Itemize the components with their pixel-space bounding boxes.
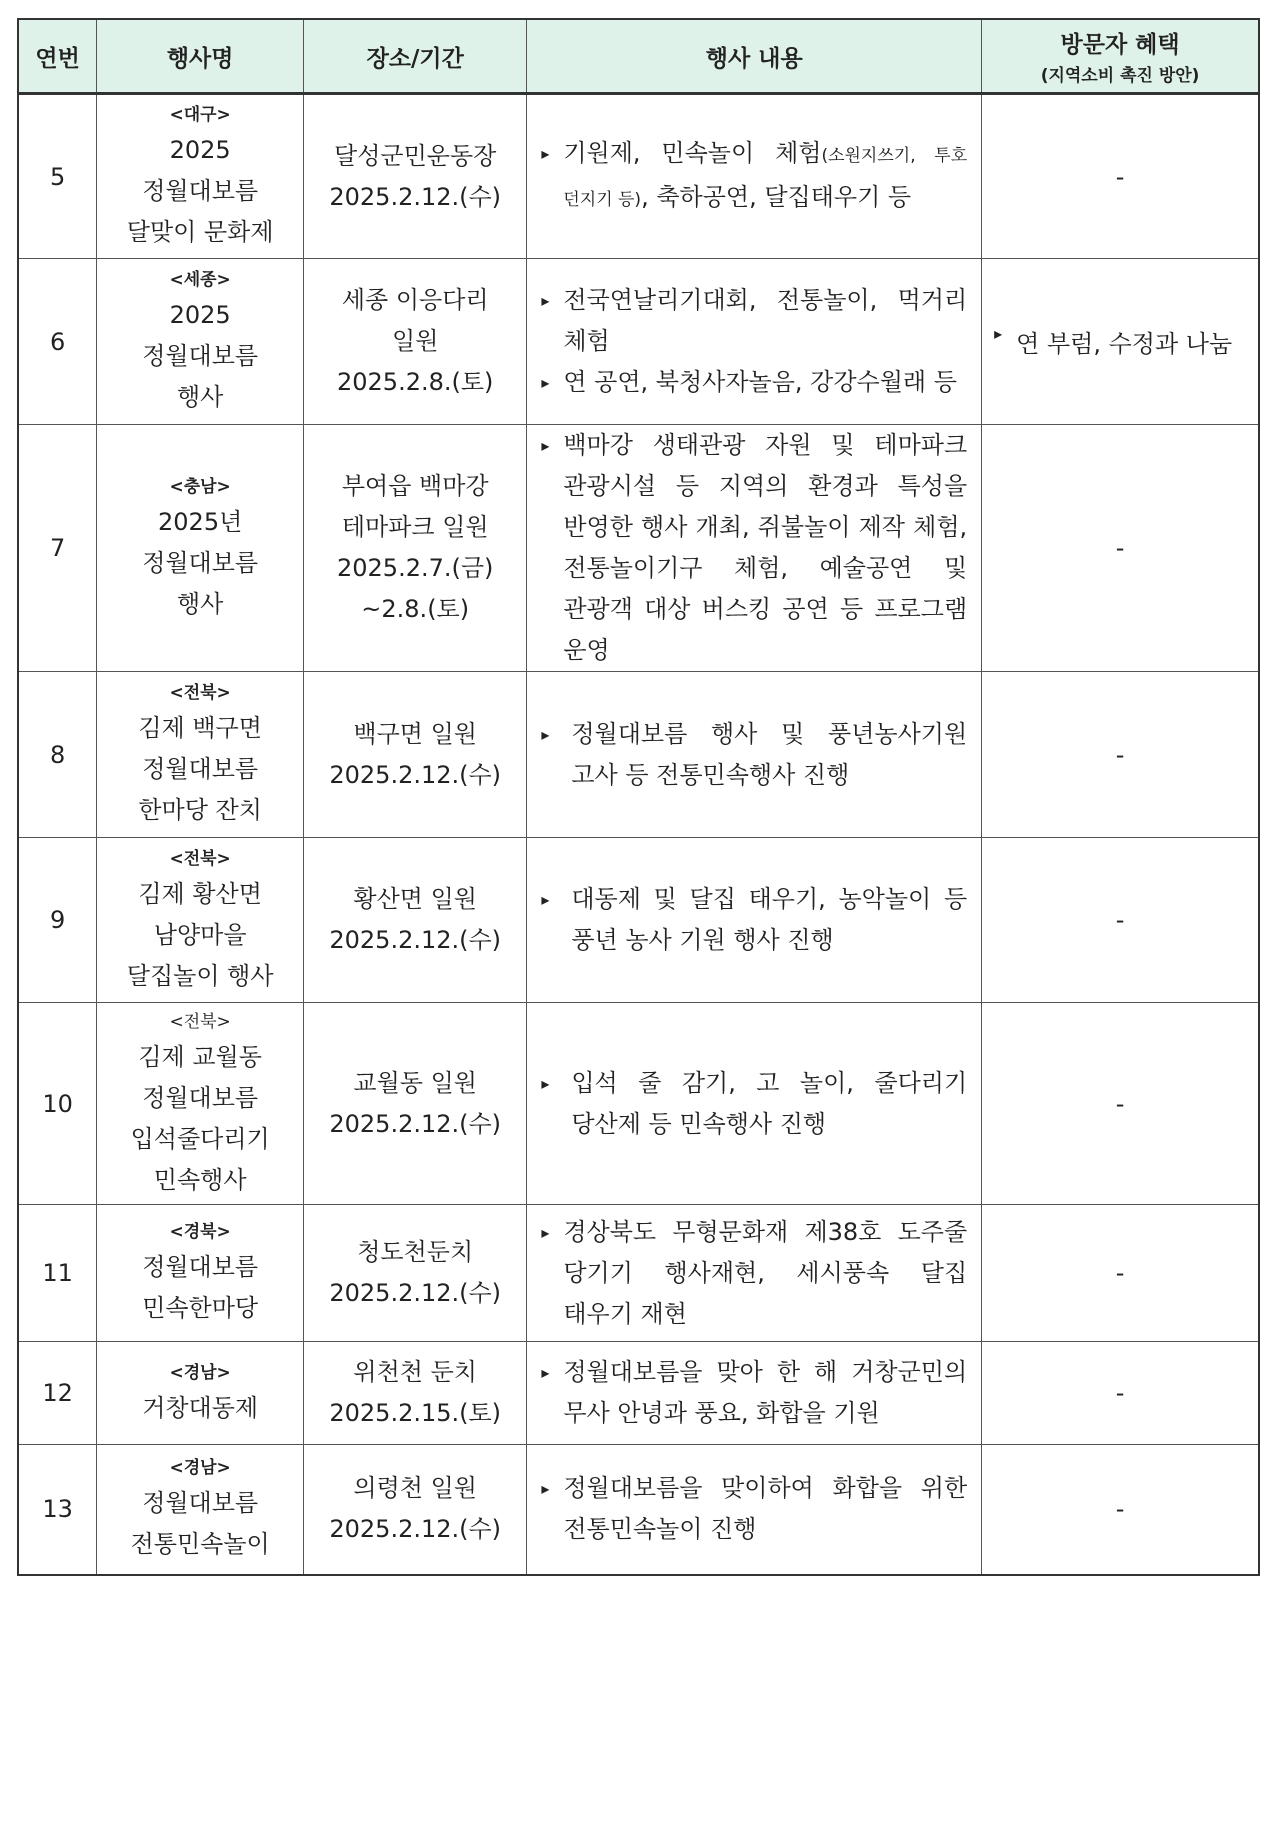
benefit-none: - [1115,1089,1125,1118]
place-period-line: 달성군민운동장 [334,141,497,170]
place-period-cell [304,425,527,672]
event-name-line: 입석줄다리기 [130,1124,270,1153]
place-period-cell [304,94,527,259]
header-place: 장소/기간 [304,19,527,94]
event-name-cell [97,672,304,838]
content-text: 경상북도 무형문화재 제38호 도주줄 당기기 행사재현, 세시풍속 달집 태우기 재현 [563,1217,968,1328]
place-period-cell [304,1445,527,1575]
visitor-benefit-cell [982,94,1259,259]
header-benefit [982,19,1259,94]
event-name-line: 거창대동제 [142,1393,259,1422]
event-content-cell [527,259,982,425]
event-name-line: 정월대보름 [142,1083,259,1112]
content-item [541,1212,967,1335]
event-name-line: 정월대보름 [142,1253,259,1281]
row-number: 9 [18,838,97,1003]
header-content: 행사 내용 [527,19,982,94]
content-item [541,280,967,362]
benefit-none: - [1115,1495,1125,1524]
event-name-line: 정월대보름 [142,177,259,205]
row-number: 8 [18,672,97,838]
place-period-line: 황산면 일원 [353,885,477,913]
header-benefit-title: 방문자 혜택 [1060,32,1180,58]
event-name-line: 달맞이 문화제 [126,218,274,246]
table-row [18,1342,1259,1445]
place-period-line: 2025.2.12.(수) [329,182,502,211]
row-number: 5 [18,94,97,259]
content-item [541,879,967,961]
region-label: <세종> [169,270,231,290]
benefit-list [994,324,1246,359]
benefit-none: - [1115,1259,1125,1287]
event-name-cell [97,94,304,259]
event-name-cell [97,1445,304,1575]
visitor-benefit-cell [982,1003,1259,1205]
benefit-none: - [1115,906,1125,934]
event-name-cell [97,425,304,672]
content-text: 정월대보름 행사 및 풍년농사기원 고사 등 전통민속행사 진행 [571,719,968,789]
table-row [18,425,1259,672]
benefit-item: ▸ 연 부럼, 수정과 나눔 [994,324,1246,359]
content-list [541,1352,967,1434]
event-name-line: 정월대보름 [142,1489,259,1518]
benefit-none: - [1115,1379,1125,1407]
place-period-line: 의령천 일원 [353,1474,477,1503]
content-note: (소원지쓰기, 투호 던지기 등) [563,145,968,210]
place-period-cell [304,1205,527,1342]
place-period-cell [304,1342,527,1445]
content-list [541,714,967,796]
event-content-cell [527,672,982,838]
event-name-line: 민속행사 [153,1165,247,1194]
event-name-line: 행사 [176,383,224,411]
event-name-cell [97,1342,304,1445]
event-content-cell [527,425,982,672]
content-text-continued: , 축하공연, 달집태우기 등 [641,182,912,211]
place-period-line: ~2.8.(토) [361,595,470,623]
row-number: 13 [18,1445,97,1575]
place-period-line: 2025.2.8.(토) [336,368,494,396]
place-period-cell [304,838,527,1003]
content-item [541,133,967,221]
table-row [18,672,1259,838]
region-label: <경남> [169,1458,231,1479]
event-content-cell [527,1342,982,1445]
table-row [18,94,1259,259]
header-benefit-subtitle: (지역소비 촉진 방안) [1040,66,1200,86]
visitor-benefit-cell [982,1342,1259,1445]
content-list [541,879,967,961]
row-number: 10 [18,1003,97,1205]
place-period-line: 테마파크 일원 [341,513,489,541]
event-name-line: 한마당 잔치 [138,796,262,824]
event-name-line: 2025년 [158,507,243,536]
header-name: 행사명 [97,19,304,94]
content-text: 연 공연, 북청사자놀음, 강강수월래 등 [563,368,957,396]
event-table-wrapper [17,18,1260,1576]
content-text: 전국연날리기대회, 전통놀이, 먹거리 체험 [563,286,968,355]
place-period-line: 2025.2.12.(수) [329,1279,502,1307]
region-label: <전북> [169,683,231,703]
event-name-line: 달집놀이 행사 [126,961,274,990]
event-name-cell [97,1205,304,1342]
region-label: <전북> [169,848,231,869]
event-name-line: 행사 [176,589,224,618]
benefit-none: - [1115,534,1125,562]
event-name-cell [97,838,304,1003]
event-table [17,18,1260,1576]
content-list [541,1063,967,1145]
content-text: 정월대보름을 맞아 한 해 거창군민의 무사 안녕과 풍요, 화합을 기원 [563,1358,968,1427]
place-period-line: 부여읍 백마강 [341,472,489,500]
visitor-benefit-cell [982,1205,1259,1342]
event-name-cell [97,1003,304,1205]
event-name-line: 김제 백구면 [138,714,262,742]
event-content-cell [527,838,982,1003]
place-period-line: 2025.2.12.(수) [329,1109,502,1138]
place-period-line: 위천천 둔치 [353,1358,477,1386]
place-period-cell [304,259,527,425]
event-name-line: 민속한마당 [142,1294,259,1322]
event-name-line: 2025 [169,136,231,164]
event-name-line: 2025 [169,301,231,329]
benefit-none: - [1115,162,1125,191]
content-item [541,425,967,671]
row-number: 11 [18,1205,97,1342]
content-text: 대동제 및 달집 태우기, 농악놀이 등 풍년 농사 기원 행사 진행 [571,885,968,954]
place-period-line: 2025.2.7.(금) [336,554,494,582]
content-text: 기원제, 민속놀이 체험 [563,138,822,167]
place-period-cell [304,672,527,838]
event-name-line: 정월대보름 [142,755,259,783]
content-text: 정월대보름을 맞이하여 화합을 위한 전통민속놀이 진행 [563,1474,968,1544]
visitor-benefit-cell [982,1445,1259,1575]
content-item [541,1352,967,1434]
visitor-benefit-cell [982,672,1259,838]
content-text: 입석 줄 감기, 고 놀이, 줄다리기 당산제 등 민속행사 진행 [571,1068,968,1138]
place-period-cell [304,1003,527,1205]
row-number: 7 [18,425,97,672]
content-item [541,362,967,403]
place-period-line: 교월동 일원 [353,1068,477,1097]
content-list [541,1212,967,1335]
place-period-line: 청도천둔치 [357,1238,474,1266]
event-name-line: 정월대보름 [142,548,259,577]
header-no: 연번 [18,19,97,94]
content-text: 백마강 생태관광 자원 및 테마파크 관광시설 등 지역의 환경과 특성을 반영한 행사 개최, 쥐불놀이 제작 체험, 전통놀이기구 체험, 예술공연 및 관광객 대상 버스킹 공연 등 프로그램 운영 [563,431,968,664]
table-row [18,1003,1259,1205]
content-list [541,1468,967,1550]
table-row [18,1205,1259,1342]
event-name-line: 전통민속놀이 [130,1530,270,1559]
content-item [541,1468,967,1550]
region-label: <경남> [169,1362,231,1383]
region-label: <경북> [169,1222,231,1242]
content-item [541,1063,967,1145]
place-period-line: 세종 이응다리 [341,286,489,314]
visitor-benefit-cell [982,259,1259,425]
table-row [18,838,1259,1003]
event-name-cell [97,259,304,425]
visitor-benefit-cell [982,425,1259,672]
row-number: 6 [18,259,97,425]
content-list [541,425,967,671]
event-content-cell [527,1003,982,1205]
event-name-line: 정월대보름 [142,342,259,370]
table-row [18,259,1259,425]
table-header-row [18,19,1259,94]
region-label: <충남> [169,476,231,497]
event-name-line: 김제 황산면 [138,879,262,908]
benefit-none: - [1115,740,1125,769]
content-item [541,714,967,796]
place-period-line: 2025.2.12.(수) [329,926,502,954]
place-period-line: 2025.2.12.(수) [329,1515,502,1544]
region-label: <전북> [169,1011,231,1032]
content-list [541,280,967,403]
table-row [18,1445,1259,1575]
event-name-line: 남양마을 [153,920,247,949]
place-period-line: 일원 [392,327,439,355]
content-list [541,133,967,221]
place-period-line: 2025.2.12.(수) [329,760,502,789]
event-content-cell [527,1445,982,1575]
place-period-line: 백구면 일원 [353,719,477,748]
place-period-line: 2025.2.15.(토) [329,1399,502,1427]
row-number: 12 [18,1342,97,1445]
event-name-line: 김제 교월동 [138,1042,262,1071]
event-content-cell [527,1205,982,1342]
event-content-cell [527,94,982,259]
region-label: <대구> [169,105,231,125]
visitor-benefit-cell [982,838,1259,1003]
